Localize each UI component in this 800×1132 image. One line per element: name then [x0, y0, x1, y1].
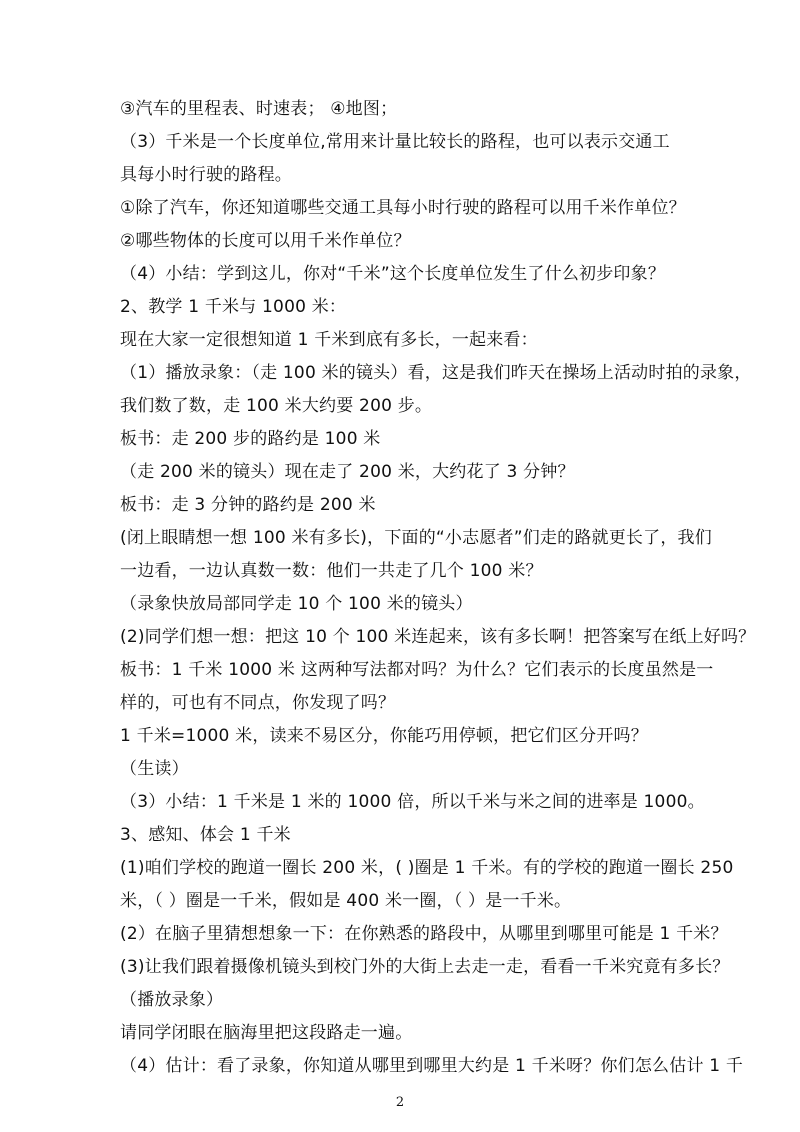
text-line-22: （3）小结：1 千米是 1 米的 1000 倍，所以千米与米之间的进率是 1000。: [120, 792, 705, 812]
text-line-30: （4）估计：看了录象，你知道从哪里到哪里大约是 1 千米呀？你们怎么估计 1 千: [120, 1056, 744, 1076]
text-line-4: ①除了汽车，你还知道哪些交通工具每小时行驶的路程可以用千米作单位？: [120, 198, 686, 218]
text-line-6: （4）小结：学到这儿，你对“千米”这个长度单位发生了什么初步印象？: [120, 264, 666, 284]
text-line-5: ②哪些物体的长度可以用千米作单位？: [120, 231, 411, 251]
text-line-24: (1)咱们学校的跑道一圈长 200 米，( )圈是 1 千米。有的学校的跑道一圈长 250: [120, 858, 734, 878]
text-line-21: （生读）: [120, 759, 189, 779]
text-line-26: (2）在脑子里猜想想象一下：在你熟悉的路段中，从哪里到哪里可能是 1 千米？: [120, 924, 728, 944]
text-line-20: 1 千米=1000 米，读来不易区分，你能巧用停顿，把它们区分开吗？: [120, 726, 648, 746]
text-line-9: （1）播放录象：（走 100 米的镜头）看，这是我们昨天在操场上活动时拍的录象，: [120, 363, 752, 383]
text-line-28: （播放录象）: [120, 990, 224, 1010]
text-line-15: 一边看，一边认真数一数：他们一共走了几个 100 米？: [120, 561, 543, 581]
text-line-8: 现在大家一定很想知道 1 千米到底有多长，一起来看：: [120, 330, 538, 350]
text-line-12: （走 200 米的镜头）现在走了 200 米，大约花了 3 分钟？: [120, 462, 575, 482]
text-line-13: 板书：走 3 分钟的路约是 200 米: [120, 495, 376, 515]
text-line-25: 米，（ ）圈是一千米，假如是 400 米一圈，（ ）是一千米。: [120, 891, 572, 911]
text-line-1: ③汽车的里程表、时速表； ④地图；: [120, 99, 398, 119]
text-line-2: （3）千米是一个长度单位,常用来计量比较长的路程，也可以表示交通工: [120, 132, 670, 152]
text-line-27: (3)让我们跟着摄像机镜头到校门外的大街上去走一走，看看一千米究竟有多长？: [120, 957, 730, 977]
text-line-16: （录象快放局部同学走 10 个 100 米的镜头）: [120, 594, 473, 614]
text-line-18: 板书：1 千米 1000 米 这两种写法都对吗？为什么？它们表示的长度虽然是一: [120, 660, 714, 680]
text-line-29: 请同学闭眼在脑海里把这段路走一遍。: [120, 1023, 413, 1043]
text-line-10: 我们数了数，走 100 米大约要 200 步。: [120, 396, 433, 416]
text-line-14: (闭上眼睛想一想 100 米有多长)，下面的“小志愿者”们走的路就更长了，我们: [120, 528, 712, 548]
text-line-11: 板书：走 200 步的路约是 100 米: [120, 429, 381, 449]
text-line-3: 具每小时行驶的路程。: [120, 165, 292, 185]
text-line-17: (2)同学们想一想：把这 10 个 100 米连起来，该有多长啊！把答案写在纸上好吗？: [120, 627, 756, 647]
section-heading-2: 2、教学 1 千米与 1000 米：: [120, 297, 347, 317]
text-line-19: 样的，可也有不同点，你发现了吗？: [120, 693, 396, 713]
page-number: 2: [395, 1095, 405, 1110]
section-heading-3: 3、感知、体会 1 千米: [120, 825, 291, 845]
